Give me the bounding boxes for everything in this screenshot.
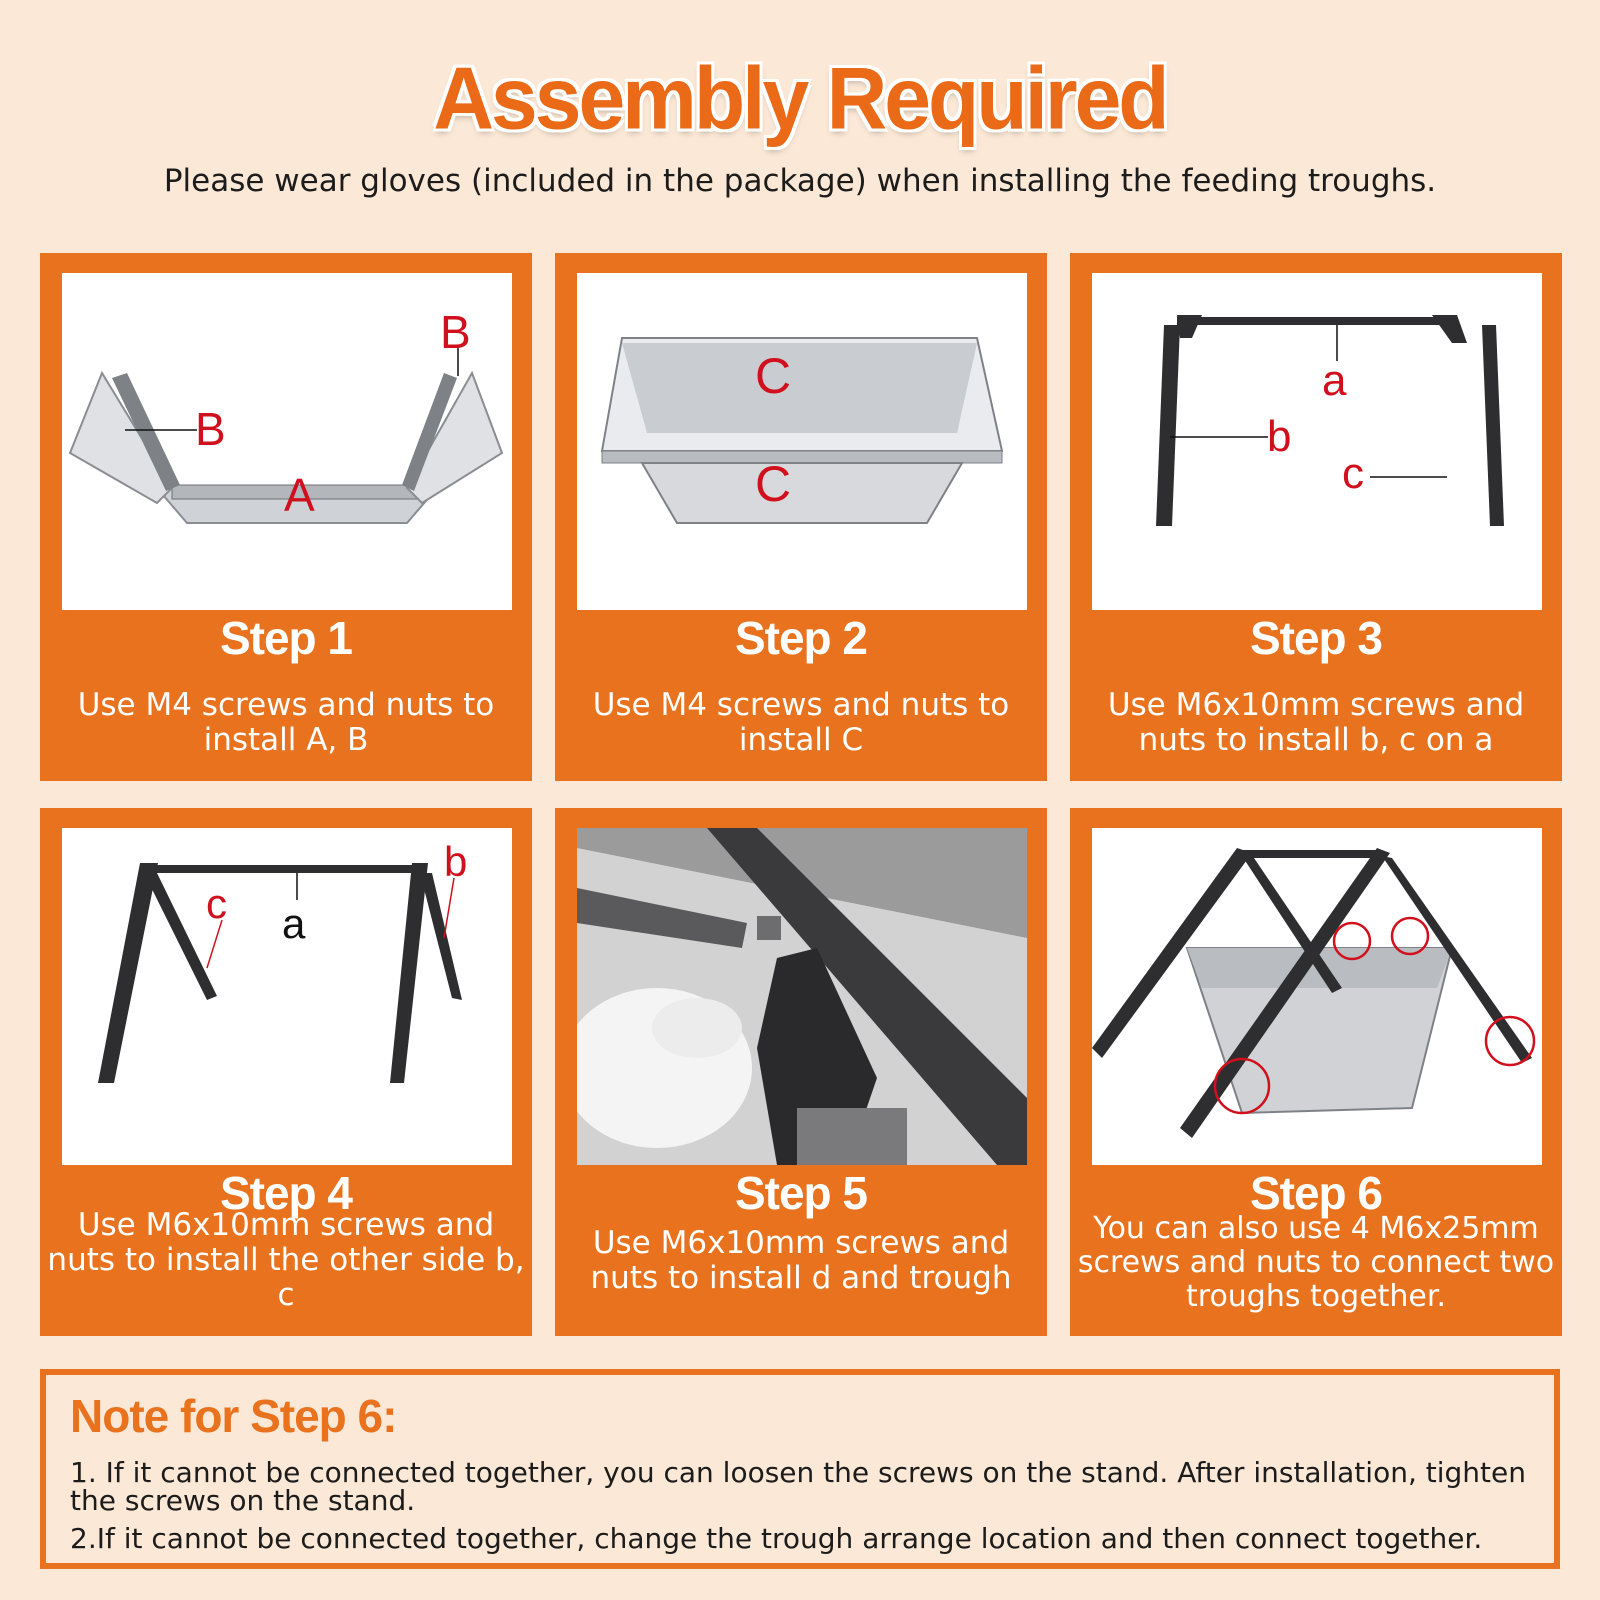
trough-body-illustration: [577, 273, 1027, 610]
label-c-top: C: [755, 348, 792, 404]
step-6-card: [1070, 808, 1562, 1336]
drill-installation-photo: [577, 828, 1027, 1165]
stand-parts-illustration: [1092, 273, 1542, 610]
label-b: b: [1267, 412, 1292, 461]
label-c: c: [206, 880, 227, 927]
label-c-bottom: C: [755, 456, 792, 512]
step-5-card: [555, 808, 1047, 1336]
label-a: A: [284, 469, 315, 521]
full-feeder-illustration: [1092, 828, 1542, 1165]
step-6-desc: You can also use 4 M6x25mm screws and nuts to connect two troughs together.: [1077, 1211, 1555, 1314]
label-b-right: B: [440, 306, 471, 358]
step-4-card: [40, 808, 532, 1336]
note-title: Note for Step 6:: [70, 1390, 397, 1442]
label-c: c: [1342, 449, 1364, 498]
note-line-1: 1. If it cannot be connected together, you can loosen the screws on the stand. After installation, tighten the screws on the stand.: [70, 1456, 1526, 1517]
step-2-title: Step 2: [734, 612, 868, 664]
step-1-title: Step 1: [219, 612, 353, 664]
page-subtitle: Please wear gloves (included in the package) when installing the feeding troughs.: [163, 163, 1437, 199]
step-2-image: [577, 273, 1027, 610]
label-a: a: [282, 900, 306, 947]
step-5-image: [577, 828, 1027, 1165]
page-title: Assembly Required: [433, 48, 1167, 148]
step-3-title: Step 3: [1249, 612, 1383, 664]
step-4-desc: Use M6x10mm screws and nuts to install the other side b, c: [47, 1207, 525, 1313]
note-line-2: 2.If it cannot be connected together, change the trough arrange location and then connect together.: [70, 1522, 1483, 1555]
step-5-desc: Use M6x10mm screws and nuts to install d and trough: [590, 1225, 1012, 1296]
step-6-image: [1092, 828, 1542, 1165]
step-3-card: [1070, 253, 1562, 781]
step-2-card: [555, 253, 1047, 781]
step-3-image: [1092, 273, 1542, 610]
assembled-stand-illustration: [62, 828, 512, 1165]
step-5-title: Step 5: [734, 1167, 868, 1219]
step-1-image: [62, 273, 512, 610]
step-3-desc: Use M6x10mm screws and nuts to install b, c on a: [1107, 687, 1525, 758]
label-b-left: B: [195, 403, 226, 455]
note-box: [40, 1369, 1560, 1569]
step-1-card: [40, 253, 532, 781]
label-b: b: [444, 838, 468, 885]
trough-ends-illustration: [62, 273, 512, 610]
step-4-title: Step 4: [219, 1167, 353, 1219]
step-6-title: Step 6: [1249, 1167, 1383, 1219]
step-1-desc: Use M4 screws and nuts to install A, B: [77, 687, 495, 758]
label-a: a: [1322, 356, 1347, 405]
step-2-desc: Use M4 screws and nuts to install C: [592, 687, 1010, 758]
step-4-image: [62, 828, 512, 1165]
